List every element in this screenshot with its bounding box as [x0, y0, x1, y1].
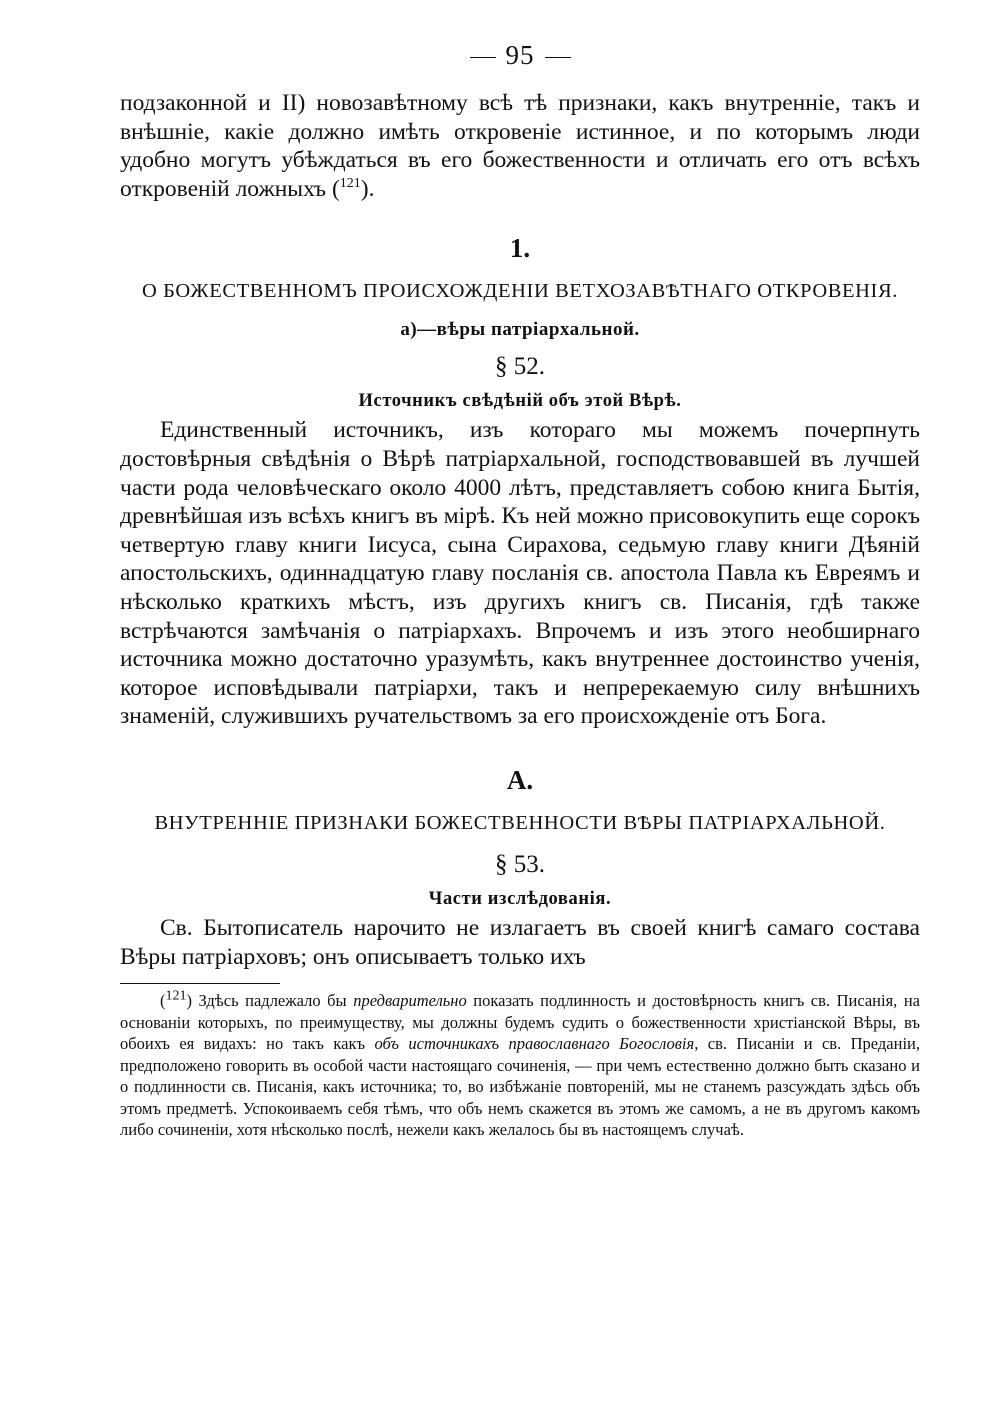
section-52-number: § 52.	[495, 353, 545, 381]
section-53-number: § 53.	[495, 850, 545, 878]
section-52-title: Источникъ свѣдѣній объ этой Вѣрѣ.	[358, 391, 682, 412]
book-page	[120, 40, 920, 1141]
footnote: ($^{121}$) Здѣсь падлежало бы предварительно показать подлинность и достовѣрность книгъ св. Писанія, на основаніи которыхъ, по преимуществу, мы должны будемъ судить о божественности христіанской Вѣры, въ обоихъ ея видахъ: но такъ какъ объ источникахъ православнаго Богословія, св. Писаніи и св. Преданіи, предположено говорить въ особой части настоящаго сочиненія, — при чемъ естественно должно быть сказано и о подлинности св. Писанія, какъ источника; то, во избѣжаніе повтореній, мы не станемъ разсуждать здѣсь объ этомъ предметѣ. Успокоиваемъ себя тѣмъ, что объ немъ скажется въ этомъ же самомъ, а не въ другомъ какомъ либо сочиненіи, хотя нѣсколько послѣ, нежели какъ желалось бы въ настоящемъ случаѣ.	[120, 988, 920, 1140]
section-53-paragraph: Св. Бытописатель нарочито не излагаетъ въ своей книгѣ самаго состава Вѣры патріарховъ; онъ описываетъ только ихъ	[120, 914, 920, 970]
section-52-paragraph: Единственный источникъ, изъ котораго мы можемъ почерпнуть достовѣрныя свѣдѣнія о Вѣрѣ патріархальной, господствовавшей въ лучшей части рода человѣческаго около 4000 лѣтъ, представляетъ собою книга Бытія, древнѣйшая изъ всѣхъ книгъ въ мірѣ. Къ ней можно присовокупить еще сорокъ четвертую главу книги Іисуса, сына Сирахова, седьмую главу книги Дѣяній апостольскихъ, одиннадцатую главу посланія св. апостола Павла къ Евреямъ и нѣсколько краткихъ мѣстъ, изъ другихъ книгъ св. Писанія, гдѣ также встрѣчаются замѣчанія о патріархахъ. Впрочемъ и изъ этого необширнаго источника можно достаточно уразумѣть, какъ внутреннее достоинство ученія, которое исповѣдывали патріархи, такъ и непререкаемую силу внѣшнихъ знаменій, служившихъ ручательствомъ за его происхожденіе отъ Бога.	[120, 417, 920, 730]
part-number: 1.	[509, 233, 531, 264]
footnote-divider	[120, 983, 280, 984]
page-number: 95	[120, 40, 920, 71]
intro-paragraph: подзаконной и II) новозавѣтному всѣ тѣ признаки, какъ внутренніе, такъ и внѣшніе, какіе должно имѣть откровеніе истинное, и по которымъ люди удобно могутъ убѣждаться въ его божественности и отличать его отъ всѣхъ откровеній ложныхъ ($^{121}$).	[120, 90, 920, 202]
part-title: О БОЖЕСТВЕННОМЪ ПРОИСХОЖДЕНІИ ВЕТХОЗАВѢТНАГО ОТКРОВЕНІЯ.	[142, 280, 898, 303]
part-a-title: ВНУТРЕННІЕ ПРИЗНАКИ БОЖЕСТВЕННОСТИ ВѢРЫ ПАТРІАРХАЛЬНОЙ.	[154, 811, 886, 834]
dash-right	[545, 57, 571, 58]
section-53-title: Части изслѣдованія.	[428, 888, 612, 909]
dash-left	[470, 57, 496, 58]
part-letter: А.	[506, 764, 534, 795]
footnote-ref: 121	[339, 175, 361, 191]
footnote-number: 121	[165, 988, 187, 1004]
part-subtitle: а)—вѣры патріархальной.	[400, 319, 640, 341]
